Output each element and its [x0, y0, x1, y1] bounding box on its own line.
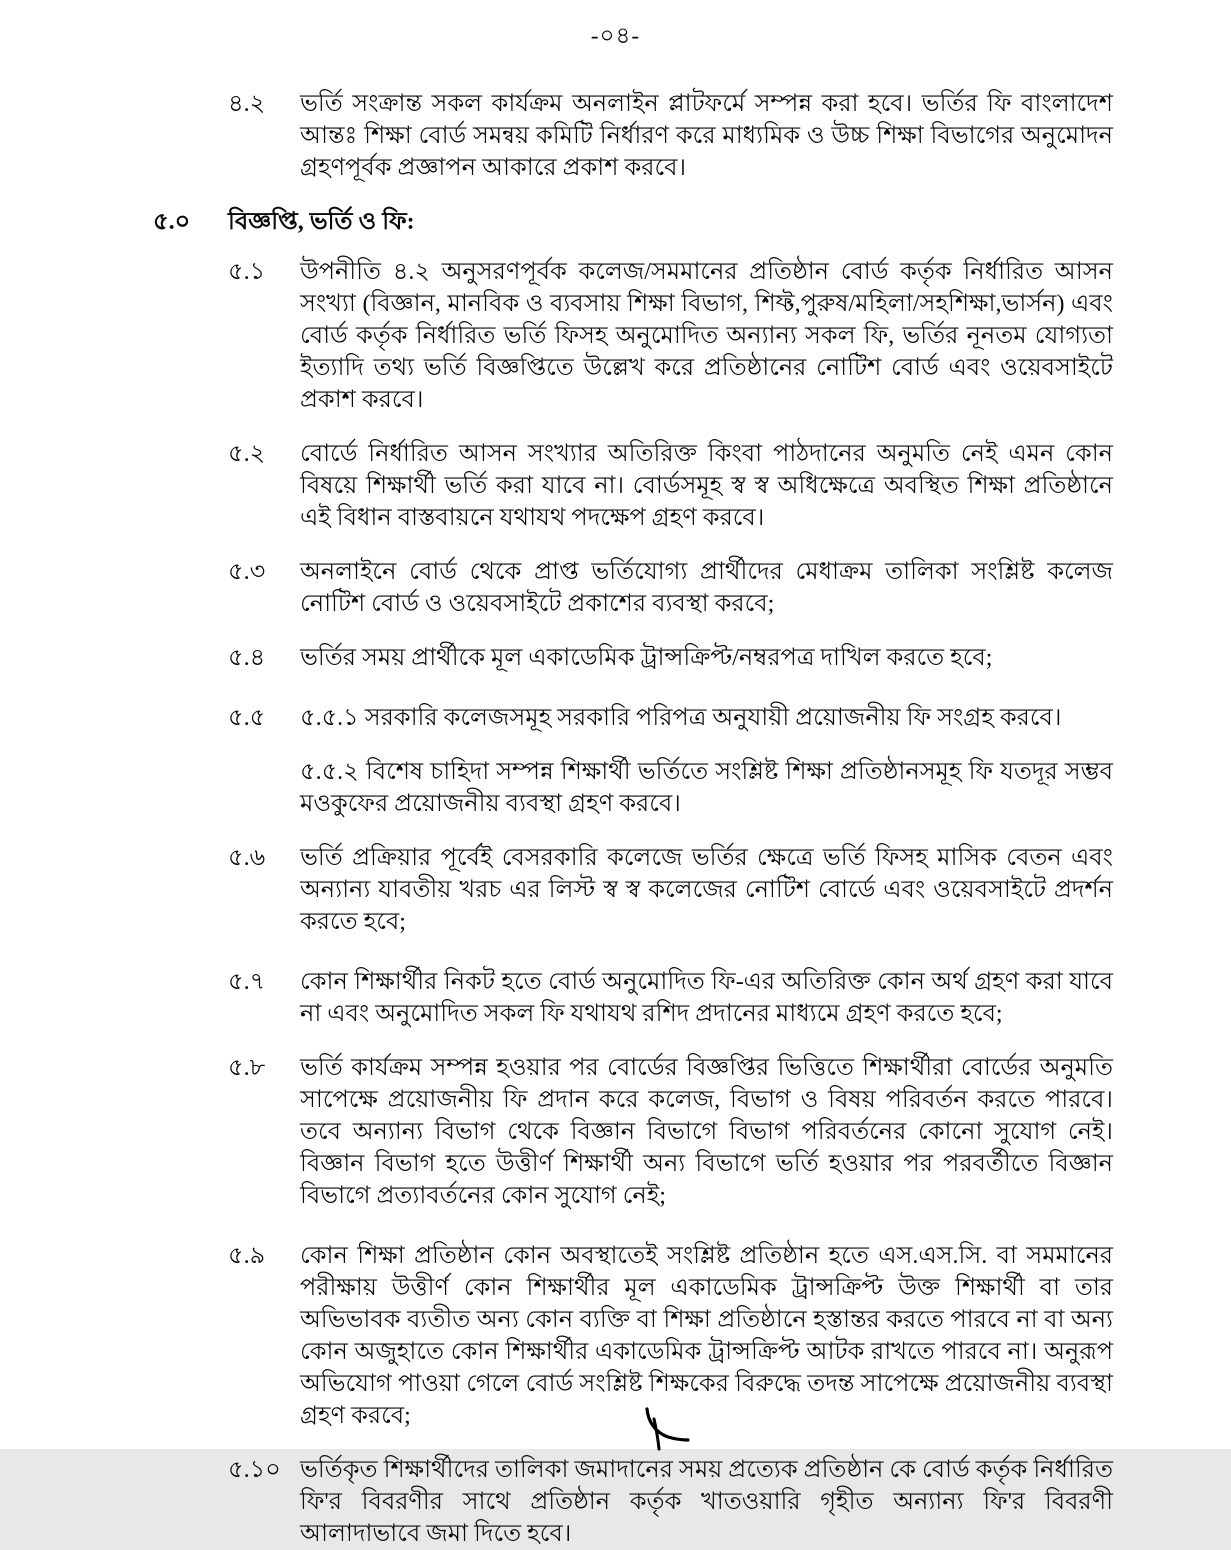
doc-item-5-5-2: [0, 756, 1113, 820]
doc-item-5-2: [0, 438, 1113, 534]
item-text: অনলাইনে বোর্ড থেকে প্রাপ্ত ভর্তিযোগ্য প্রার্থীদের মেধাক্রম তালিকা সংশ্লিষ্ট কলেজ নোটিশ বোর্ড ও ওয়েবসাইটে প্রকাশের ব্যবস্থা করবে;: [300, 559, 1113, 617]
section-number: ৫.০: [153, 209, 191, 235]
doc-item-5-8: [0, 1052, 1113, 1212]
item-number: ৫.১০: [228, 1457, 281, 1483]
item-text: ৫.৫.১ সরকারি কলেজসমূহ সরকারি পরিপত্র অনুযায়ী প্রয়োজনীয় ফি সংগ্রহ করবে।: [300, 705, 1062, 731]
document-body: [0, 88, 1231, 1550]
item-number: ৫.১: [228, 259, 266, 285]
item-number: ৫.২: [228, 441, 266, 467]
item-text: ৫.৫.২ বিশেষ চাহিদা সম্পন্ন শিক্ষার্থী ভর্তিতে সংশ্লিষ্ট শিক্ষা প্রতিষ্ঠানসমূহ ফি যতদূর সম্ভব মওকুফের প্রয়োজনীয় ব্যবস্থা গ্রহণ করবে।: [300, 759, 1113, 817]
doc-item-5-6: [0, 842, 1113, 938]
item-number: ৫.৬: [228, 845, 266, 871]
pen-stroke-mark-icon: [628, 1406, 708, 1449]
item-text: বোর্ডে নির্ধারিত আসন সংখ্যার অতিরিক্ত কিংবা পাঠদানের অনুমতি নেই এমন কোন বিষয়ে শিক্ষার্থী ভর্তি করা যাবে না। বোর্ডসমূহ স্ব স্ব অধিক্ষেত্রে অবস্থিত শিক্ষা প্রতিষ্ঠানে এই বিধান বাস্তবায়নে যথাযথ পদক্ষেপ গ্রহণ করবে।: [300, 441, 1113, 531]
item-number: ৫.৯: [228, 1243, 266, 1269]
item-text: কোন শিক্ষার্থীর নিকট হতে বোর্ড অনুমোদিত ফি-এর অতিরিক্ত কোন অর্থ গ্রহণ করা যাবে না এবং অনুমোদিত সকল ফি যথাযথ রশিদ প্রদানের মাধ্যমে গ্রহণ করতে হবে;: [300, 969, 1113, 1027]
item-text: কোন শিক্ষা প্রতিষ্ঠান কোন অবস্থাতেই সংশ্লিষ্ট প্রতিষ্ঠান হতে এস.এস.সি. বা সমমানের পরীক্ষায় উত্তীর্ণ কোন শিক্ষার্থীর মূল একাডেমিক ট্রান্সক্রিপ্ট উক্ত শিক্ষার্থী বা তার অভিভাবক ব্যতীত অন্য কোন ব্যক্তি বা শিক্ষা প্রতিষ্ঠানে হস্তান্তর করতে পারবে না বা অন্য কোন অজুহাতে কোন শিক্ষার্থীর একাডেমিক ট্রান্সক্রিপ্ট আটক রাখতে পারবে না। অনুরূপ অভিযোগ পাওয়া গেলে বোর্ড সংশ্লিষ্ট শিক্ষকের বিরুদ্ধে তদন্ত সাপেক্ষে প্রয়োজনীয় ব্যবস্থা গ্রহণ করবে;: [300, 1243, 1113, 1429]
item-number: ৫.৫: [228, 705, 266, 731]
doc-item-5-1: [0, 256, 1113, 416]
doc-item-5-9: [0, 1240, 1113, 1432]
item-text: ভর্তির সময় প্রার্থীকে মূল একাডেমিক ট্রান্সক্রিপ্ট/নম্বরপত্র দাখিল করতে হবে;: [300, 645, 993, 671]
doc-item-5-10: [0, 1454, 1113, 1550]
item-text: ভর্তি সংক্রান্ত সকল কার্যক্রম অনলাইন প্লাটফর্মে সম্পন্ন করা হবে। ভর্তির ফি বাংলাদেশ আন্তঃ শিক্ষা বোর্ড সমন্বয় কমিটি নির্ধারণ করে মাধ্যমিক ও উচ্চ শিক্ষা বিভাগের অনুমোদন গ্রহণপূর্বক প্রজ্ঞাপন আকারে প্রকাশ করবে।: [300, 91, 1113, 181]
item-text: উপনীতি ৪.২ অনুসরণপূর্বক কলেজ/সমমানের প্রতিষ্ঠান বোর্ড কর্তৃক নির্ধারিত আসন সংখ্যা (বিজ্ঞান, মানবিক ও ব্যবসায় শিক্ষা বিভাগ, শিফ্ট,পুরুষ/মহিলা/সহশিক্ষা,ভার্সন) এবং বোর্ড কর্তৃক নির্ধারিত ভর্তি ফিসহ অনুমোদিত অন্যান্য সকল ফি, ভর্তির নূনতম যোগ্যতা ইত্যাদি তথ্য ভর্তি বিজ্ঞপ্তিতে উল্লেখ করে প্রতিষ্ঠানের নোটিশ বোর্ড এবং ওয়েবসাইটে প্রকাশ করবে।: [300, 259, 1113, 413]
item-number: ৪.২: [228, 91, 266, 117]
item-number: ৫.৮: [228, 1055, 266, 1081]
item-number: ৫.৪: [228, 645, 266, 671]
section-title: বিজ্ঞপ্তি, ভর্তি ও ফি:: [228, 209, 415, 235]
item-number: ৫.৭: [228, 969, 266, 995]
doc-item-5-7: [0, 966, 1113, 1030]
doc-item-5-3: [0, 556, 1113, 620]
page-number: -০৪-: [590, 23, 641, 48]
doc-item-5-4: [0, 642, 1113, 674]
item-text: ভর্তিকৃত শিক্ষার্থীদের তালিকা জমাদানের সময় প্রত্যেক প্রতিষ্ঠান কে বোর্ড কর্তৃক নির্ধারিত ফি'র বিবরণীর সাথে প্রতিষ্ঠান কর্তৃক খাতওয়ারি গৃহীত অন্যান্য ফি'র বিবরণী আলাদাভাবে জমা দিতে হবে।: [300, 1457, 1113, 1547]
item-number: ৫.৩: [228, 559, 266, 585]
doc-item-5-5-1: [0, 702, 1113, 734]
doc-item-4-2: [0, 88, 1113, 184]
item-text: ভর্তি কার্যক্রম সম্পন্ন হওয়ার পর বোর্ডের বিজ্ঞপ্তির ভিত্তিতে শিক্ষার্থীরা বোর্ডের অনুমতি সাপেক্ষে প্রয়োজনীয় ফি প্রদান করে কলেজ, বিভাগ ও বিষয় পরিবর্তন করতে পারবে। তবে অন্যান্য বিভাগ থেকে বিজ্ঞান বিভাগে বিভাগ পরিবর্তনের কোনো সুযোগ নেই। বিজ্ঞান বিভাগ হতে উত্তীর্ণ শিক্ষার্থী অন্য বিভাগে ভর্তি হওয়ার পর পরবর্তীতে বিজ্ঞান বিভাগে প্রত্যাবর্তনের কোন সুযোগ নেই;: [300, 1055, 1113, 1209]
section-heading-5-0: [0, 206, 1113, 238]
item-text: ভর্তি প্রক্রিয়ার পূর্বেই বেসরকারি কলেজে ভর্তির ক্ষেত্রে ভর্তি ফিসহ মাসিক বেতন এবং অন্যান্য যাবতীয় খরচ এর লিস্ট স্ব স্ব কলেজের নোটিশ বোর্ডে এবং ওয়েবসাইটে প্রদর্শন করতে হবে;: [300, 845, 1113, 935]
